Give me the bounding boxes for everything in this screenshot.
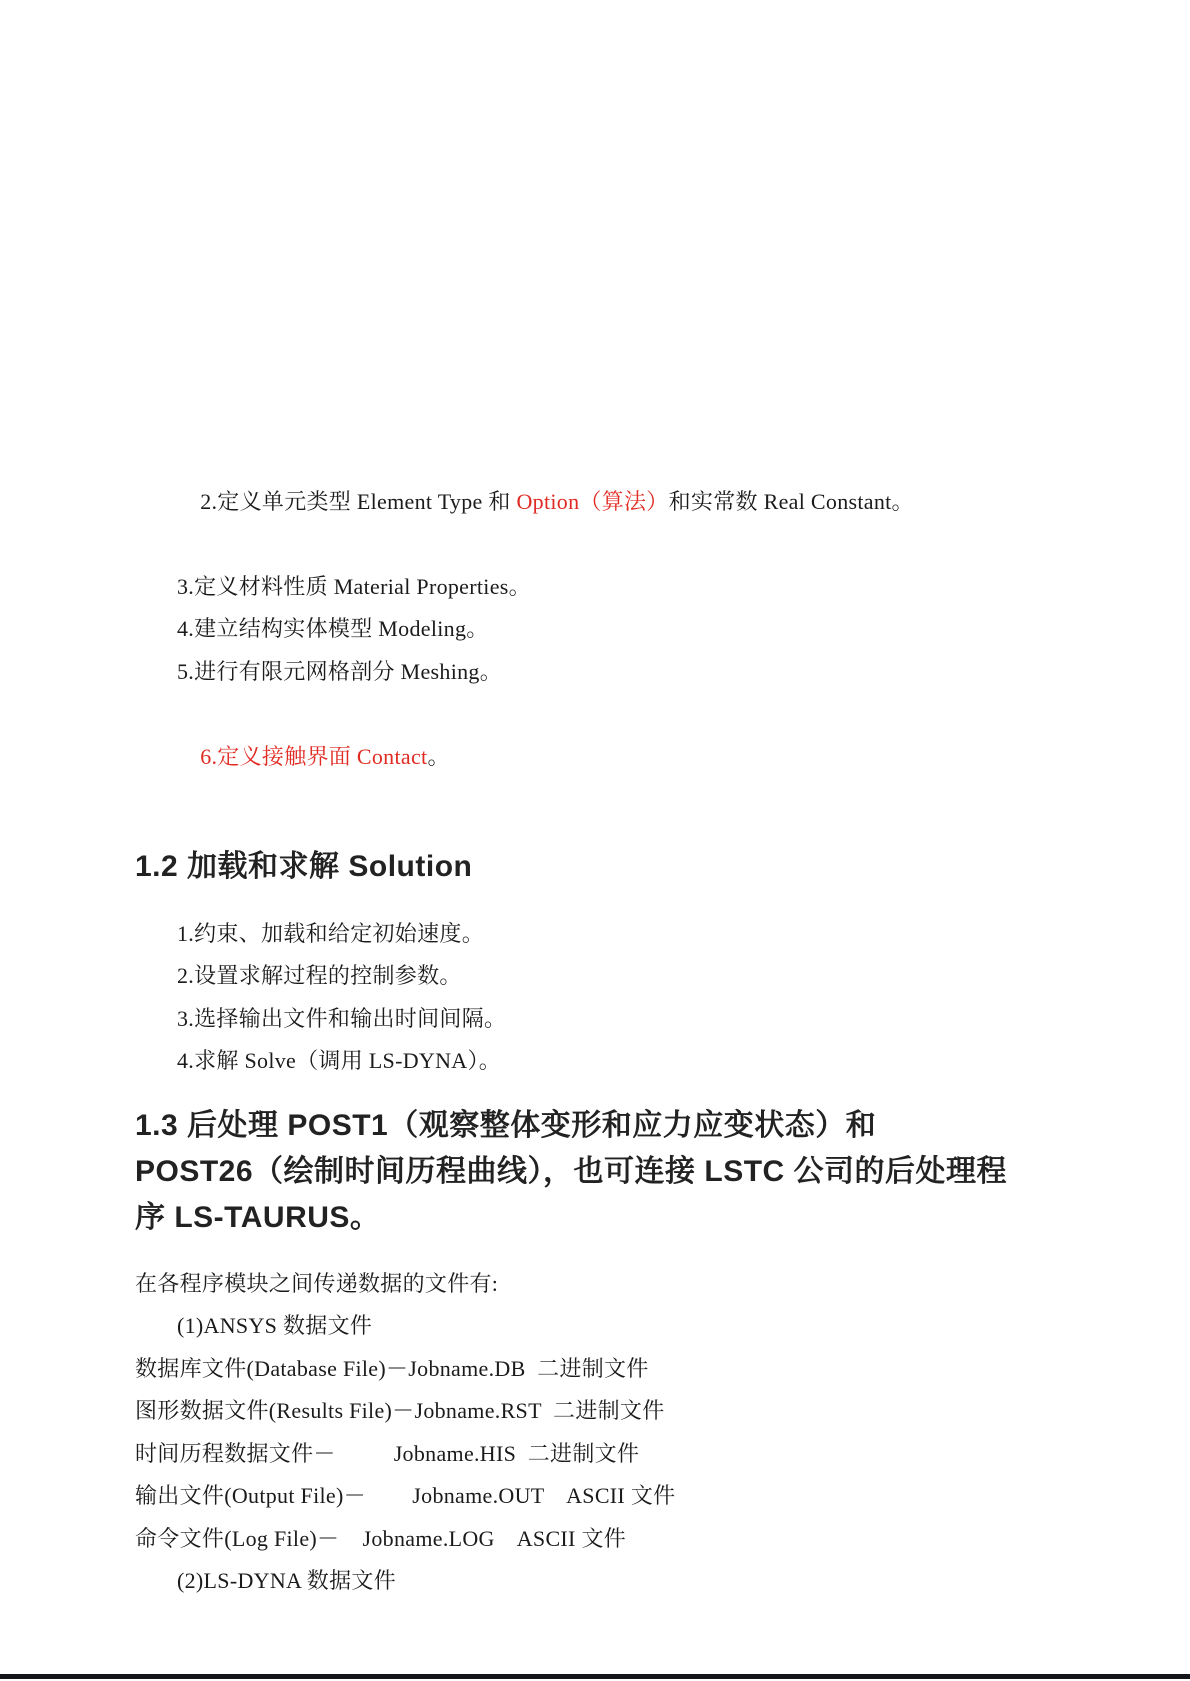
files-intro: 在各程序模块之间传递数据的文件有: bbox=[135, 1270, 499, 1296]
solution-step-1: 1.约束、加载和给定初始速度。 bbox=[177, 920, 485, 946]
solution-step-4: 4.求解 Solve（调用 LS-DYNA）。 bbox=[177, 1048, 502, 1073]
file-line-database: 数据库文件(Database File)－Jobname.DB 二进制文件 bbox=[135, 1355, 649, 1381]
preprocess-step-2 bbox=[135, 438, 1075, 566]
lsdyna-files-label: (2)LS-DYNA 数据文件 bbox=[177, 1568, 396, 1593]
step6-text-post: 。 bbox=[427, 743, 450, 769]
file-line-log: 命令文件(Log File)－ Jobname.LOG ASCII 文件 bbox=[135, 1525, 627, 1551]
file-line-results: 图形数据文件(Results File)－Jobname.RST 二进制文件 bbox=[135, 1398, 665, 1423]
solution-step-3: 3.选择输出文件和输出时间间隔。 bbox=[177, 1005, 507, 1031]
step6-text-red: 6.定义接触界面 Contact bbox=[200, 743, 428, 769]
step2-text-pre: 2.定义单元类型 Element Type 和 bbox=[200, 488, 517, 514]
heading-1-3-line-1: 1.3 后处理 POST1（观察整体变形和应力应变状态）和 bbox=[135, 1108, 877, 1142]
file-line-history: 时间历程数据文件－ Jobname.HIS 二进制文件 bbox=[135, 1440, 640, 1466]
step2-text-red: Option（算法） bbox=[516, 488, 669, 514]
solution-step-2: 2.设置求解过程的控制参数。 bbox=[177, 963, 462, 988]
page-bottom-edge-bar bbox=[0, 1674, 1190, 1679]
preprocess-step-5: 5.进行有限元网格剖分 Meshing。 bbox=[177, 658, 503, 684]
heading-1-3-line-3: 序 LS-TAURUS。 bbox=[135, 1200, 381, 1234]
preprocess-step-6 bbox=[135, 693, 1075, 821]
section-heading-1-2: 1.2 加载和求解 Solution bbox=[135, 849, 473, 883]
preprocess-step-3: 3.定义材料性质 Material Properties。 bbox=[177, 573, 531, 599]
section-heading-1-3 bbox=[135, 1103, 1075, 1241]
heading-1-3-line-2: POST26（绘制时间历程曲线），也可连接 LSTC 公司的后处理程 bbox=[135, 1154, 1008, 1188]
file-line-output: 输出文件(Output File)－ Jobname.OUT ASCII 文件 bbox=[135, 1483, 676, 1508]
page-content bbox=[135, 438, 1075, 1603]
preprocess-step-4: 4.建立结构实体模型 Modeling。 bbox=[177, 616, 489, 641]
step2-text-post: 和实常数 Real Constant。 bbox=[668, 488, 914, 514]
ansys-files-label: (1)ANSYS 数据文件 bbox=[177, 1313, 373, 1338]
